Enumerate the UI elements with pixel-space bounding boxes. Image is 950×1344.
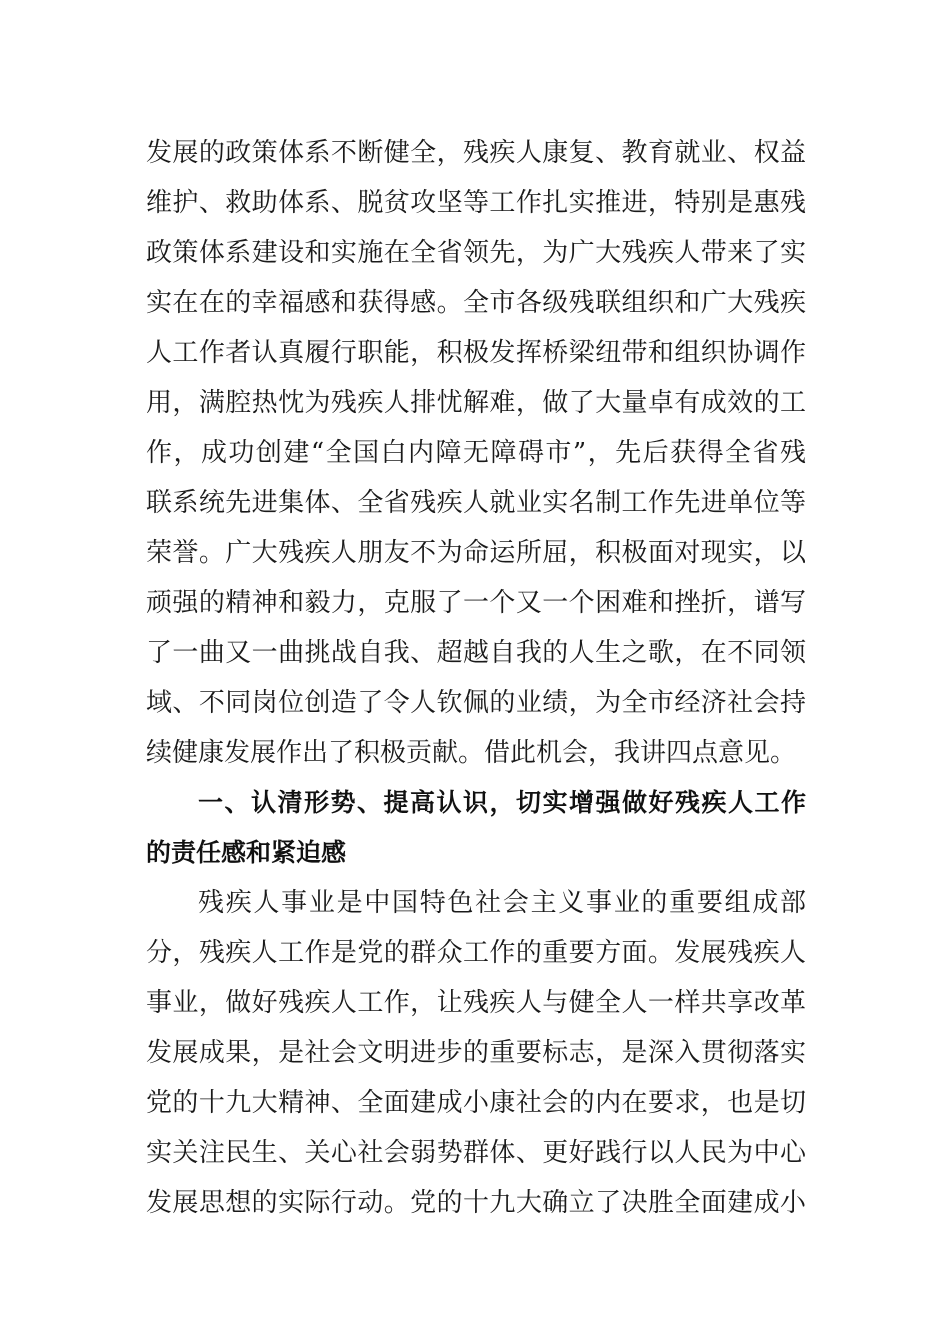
- paragraph-line: 荣誉。广大残疾人朋友不为命运所屈，积极面对现实，以: [146, 538, 806, 568]
- paragraph-line: 人工作者认真履行职能，积极发挥桥梁纽带和组织协调作: [146, 338, 806, 368]
- paragraph-line: 发展思想的实际行动。党的十九大确立了决胜全面建成小: [146, 1188, 806, 1218]
- paragraph-line: 续健康发展作出了积极贡献。借此机会，我讲四点意见。: [146, 738, 797, 768]
- paragraph-line: 分，残疾人工作是党的群众工作的重要方面。发展残疾人: [146, 938, 806, 968]
- paragraph-line: 联系统先进集体、全省残疾人就业实名制工作先进单位等: [146, 488, 806, 518]
- section-heading-line: 一、认清形势、提高认识，切实增强做好残疾人工作: [198, 788, 806, 817]
- paragraph-line: 党的十九大精神、全面建成小康社会的内在要求，也是切: [146, 1088, 806, 1118]
- paragraph-line: 实在在的幸福感和获得感。全市各级残联组织和广大残疾: [146, 288, 806, 318]
- section-heading-line: 的责任感和紧迫感: [146, 838, 347, 867]
- paragraph-line: 域、不同岗位创造了令人钦佩的业绩，为全市经济社会持: [146, 688, 806, 718]
- paragraph-line: 发展的政策体系不断健全，残疾人康复、教育就业、权益: [146, 138, 806, 168]
- paragraph-line: 了一曲又一曲挑战自我、超越自我的人生之歌，在不同领: [146, 638, 806, 668]
- paragraph-line: 实关注民生、关心社会弱势群体、更好践行以人民为中心: [146, 1138, 806, 1168]
- paragraph-line: 事业，做好残疾人工作，让残疾人与健全人一样共享改革: [146, 988, 806, 1018]
- paragraph-line: 政策体系建设和实施在全省领先，为广大残疾人带来了实: [146, 238, 806, 268]
- paragraph-line: 顽强的精神和毅力，克服了一个又一个困难和挫折，谱写: [146, 588, 806, 618]
- paragraph-line: 作，成功创建“全国白内障无障碍市”，先后获得全省残: [146, 438, 806, 468]
- paragraph-line: 维护、救助体系、脱贫攻坚等工作扎实推进，特别是惠残: [146, 188, 806, 218]
- paragraph-line: 残疾人事业是中国特色社会主义事业的重要组成部: [198, 888, 806, 918]
- paragraph-line: 用，满腔热忱为残疾人排忧解难，做了大量卓有成效的工: [146, 388, 806, 418]
- paragraph-line: 发展成果，是社会文明进步的重要标志，是深入贯彻落实: [146, 1038, 806, 1068]
